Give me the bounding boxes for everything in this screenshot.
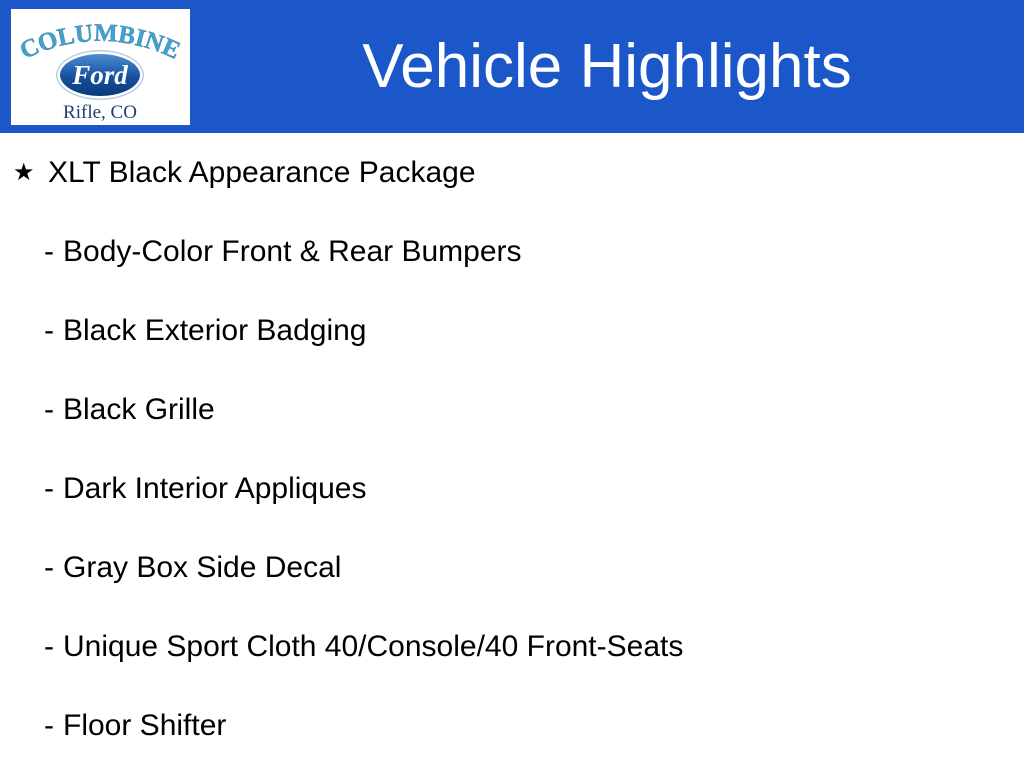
highlight-sub-item [0,212,1024,291]
highlight-sub-item [0,528,1024,607]
dash-bullet: - [44,392,54,426]
highlight-sub-item [0,686,1024,765]
dash-bullet: - [44,629,54,663]
highlight-sub-item [0,449,1024,528]
highlight-sub-label: Unique Sport Cloth 40/Console/40 Front-Seats [63,629,684,663]
header-banner [0,0,1024,133]
ford-script-text: Ford [72,60,128,90]
highlight-sub-item [0,607,1024,686]
columbine-ford-logo-icon [11,9,190,125]
star-bullet-icon: ★ [13,158,35,186]
highlight-sub-label: Gray Box Side Decal [63,550,342,584]
highlight-main-label: XLT Black Appearance Package [48,155,476,189]
page-title: Vehicle Highlights [362,32,852,101]
highlight-sub-label: Dark Interior Appliques [63,471,367,505]
dealer-logo [11,9,190,125]
highlight-sub-item [0,370,1024,449]
dash-bullet: - [44,471,54,505]
highlight-main-item [0,133,1024,212]
highlight-sub-label: Black Exterior Badging [63,313,367,347]
dash-bullet: - [44,234,54,268]
dealer-location-text: Rifle, CO [63,102,137,123]
highlights-list [0,133,1024,768]
dash-bullet: - [44,708,54,742]
highlight-sub-item [0,291,1024,370]
dash-bullet: - [44,313,54,347]
dealer-name-text: COLUMBINE [16,19,185,65]
highlight-sub-label: Black Grille [63,392,215,426]
highlight-sub-label: Floor Shifter [63,708,227,742]
ford-oval-icon [56,50,144,100]
dash-bullet: - [44,550,54,584]
highlight-sub-label: Body-Color Front & Rear Bumpers [63,234,522,268]
